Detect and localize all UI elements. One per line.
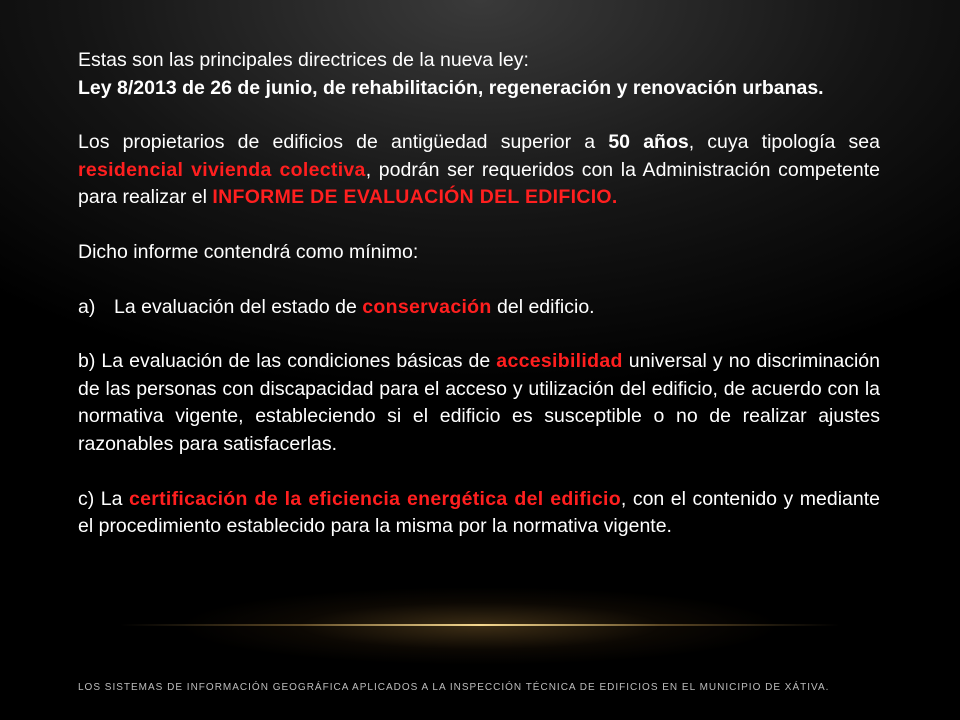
highlight-informe: INFORME DE EVALUACIÓN DEL EDIFICIO. <box>212 186 618 209</box>
paragraph-owners <box>78 129 880 212</box>
law-title: Ley 8/2013 de 26 de junio, de rehabilitación, regeneración y renovación urbanas. <box>78 76 824 99</box>
paragraph-minimum: Dicho informe contendrá como mínimo: <box>78 240 419 263</box>
footer-caption: LOS SISTEMAS DE INFORMACIÓN GEOGRÁFICA APLICADOS A LA INSPECCIÓN TÉCNICA DE EDIFICIOS EN EL MUNICIPIO DE XÁTIVA. <box>78 682 830 693</box>
para1-text-2: , cuya tipología sea <box>688 131 880 154</box>
highlight-residencial: residencial vivienda colectiva <box>78 158 366 181</box>
item-b-text-1: b) La evaluación de las condiciones básicas de <box>78 350 497 373</box>
intro-line: Estas son las principales directrices de la nueva ley: <box>78 49 529 71</box>
item-a-text-1: La evaluación del estado de <box>114 295 363 318</box>
slide-content <box>78 47 880 541</box>
item-c-text-1: c) La <box>78 487 129 510</box>
list-item-b <box>78 348 880 458</box>
highlight-accesibilidad: accesibilidad <box>496 350 623 373</box>
bottom-glow <box>80 548 880 678</box>
item-b-text-2: universal y no discriminación de las personas con discapacidad para el acceso y utilización del edificio, de acuerdo con la normativa vigente, estableciendo si el edificio es susceptible o no de realizar ajustes razonables para satisfacerlas. <box>78 350 880 455</box>
list-item-c <box>78 486 880 541</box>
list-item-a <box>78 294 880 322</box>
list-item-a-body <box>114 294 595 322</box>
highlight-certificacion: certificación de la eficiencia energética del edificio <box>128 487 621 510</box>
item-a-text-2: del edificio. <box>491 295 595 318</box>
item-c-text-2: , con el contenido y mediante el procedimiento establecido para la misma por la normativa vigente. <box>78 487 880 538</box>
list-marker-a: a) <box>78 295 96 318</box>
bottom-glow-line <box>120 624 840 626</box>
para1-text-1: Los propietarios de edificios de antigüedad superior a <box>78 131 609 154</box>
age-threshold: 50 años <box>608 131 689 154</box>
para1-text-3: , podrán ser requeridos con la Administración competente para realizar el <box>78 158 880 209</box>
highlight-conservacion: conservación <box>362 295 492 318</box>
